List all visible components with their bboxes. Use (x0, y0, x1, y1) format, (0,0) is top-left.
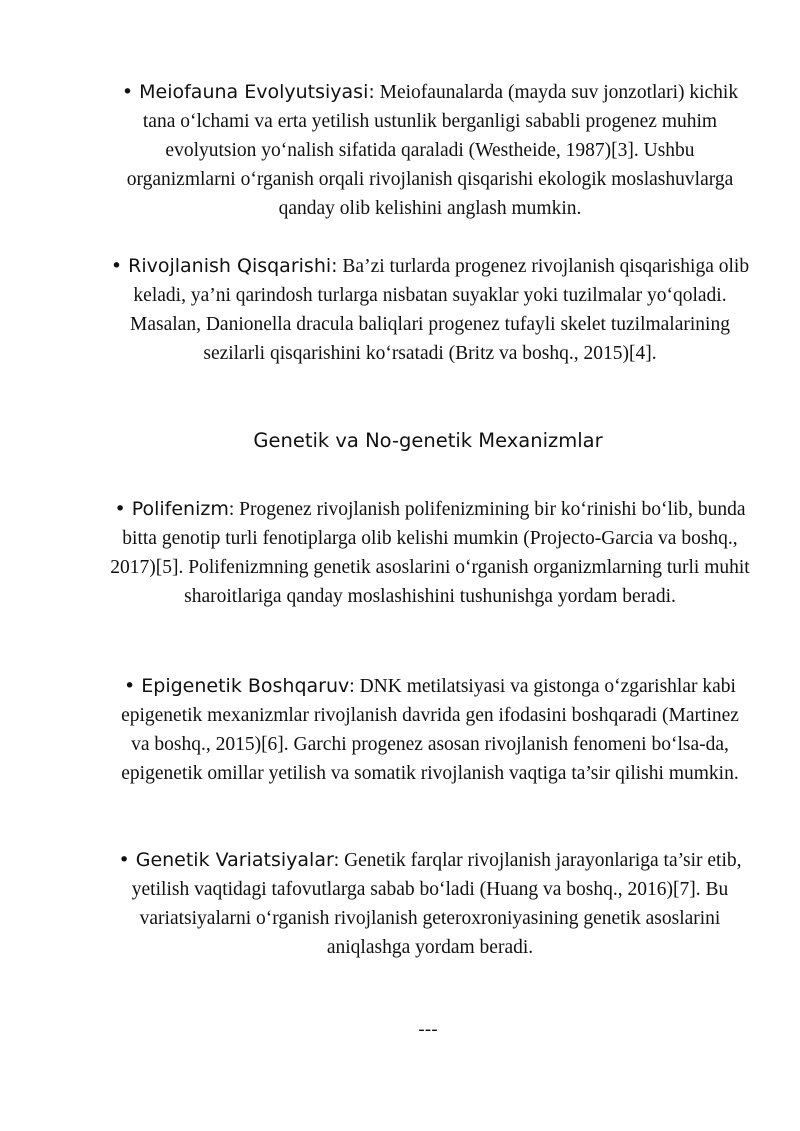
section-heading: Genetik va No-genetik Mexanizmlar (253, 429, 603, 452)
paragraph-body-text: : Genetik farqlar rivojlanish jarayonlariga ta’sir etib, yetilish vaqtidagi tafovutlarga sabab bo‘ladi (Huang va boshq., 2016)[7]. Bu variatsiyalarni o‘rganish rivojlanish geteroxroniyasining genetik asoslarini aniqlashga yordam beradi. (131, 850, 742, 958)
paragraph-body-text: : Progenez rivojlanish polifenizmining bir ko‘rinishi bo‘lib, bunda bitta genotip turli fenotiplarga olib kelishi mumkin (Projecto-Garcia va boshq., 2017)[5]. Polifenizmning genetik asoslarini o‘rganish organizmlarning turli muhit sharoitlariga qanday moslashishini tushunishga yordam beradi. (110, 499, 750, 607)
paragraph-lead-term: • Epigenetik Boshqaruv (124, 675, 350, 697)
paragraph-body-text: : DNK metilatsiyasi va gistonga o‘zgarishlar kabi epigenetik mexanizmlar rivojlanish davrida gen ifodasini boshqaradi (Martinez va boshq., 2015)[6]. Garchi progenez asosan rivojlanish fenomeni bo‘lsa-da, epigenetik omillar yetilish va somatik rivojlanish vaqtiga ta’sir qilishi mumkin. (121, 676, 739, 784)
paragraph-lead-term: • Polifenizm (114, 498, 229, 520)
paragraph-genetic-variations (110, 846, 750, 962)
paragraph-meiofauna-evolution (110, 78, 750, 223)
paragraph-lead-term: • Meiofauna Evolyutsiyasi: (121, 81, 375, 103)
section-separator: --- (418, 1019, 438, 1040)
paragraph-lead-term: • Genetik Variatsiyalar (118, 849, 334, 871)
paragraph-polyphenism (110, 495, 750, 611)
paragraph-development-reduction (110, 252, 750, 368)
paragraph-body-text: Ba’zi turlarda progenez rivojlanish qisqarishiga olib keladi, ya’ni qarindosh turlarga nisbatan suyaklar yoki tuzilmalar yo‘qoladi. Masalan, Danionella dracula baliqlari progenez tufayli skelet tuzilmalarining sezilarli qisqarishini ko‘rsatadi (Britz va boshq., 2015)[4]. (130, 256, 750, 364)
paragraph-lead-term: • Rivojlanish Qisqarishi: (110, 255, 338, 277)
paragraph-body-text: Meiofaunalarda (mayda suv jonzotlari) kichik tana o‘lchami va erta yetilish ustunlik berganligi sababli progenez muhim evolyutsion yo‘nalish sifatida qaraladi (Westheide, 1987)[3]. Ushbu organizmlarni o‘rganish orqali rivojlanish qisqarishi ekologik moslashuvlarga qanday olib kelishini anglash mumkin. (126, 82, 739, 219)
paragraph-epigenetic-regulation (110, 672, 750, 788)
